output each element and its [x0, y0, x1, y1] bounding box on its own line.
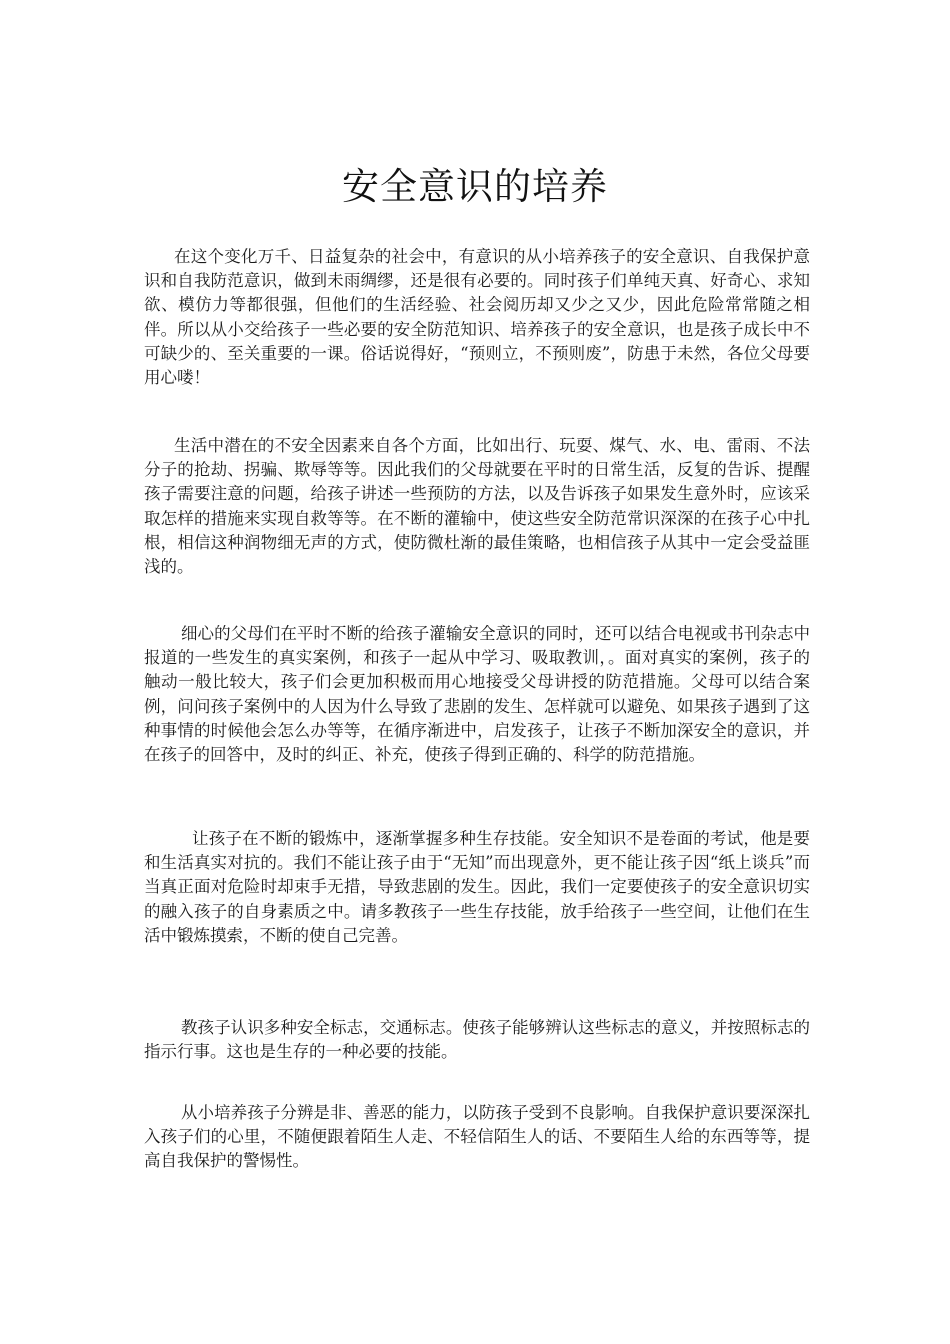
- paragraph-safety-signs: 教孩子认识多种安全标志，交通标志。使孩子能够辨认这些标志的意义，并按照标志的指示行事。这也是生存的一种必要的技能。: [144, 1018, 810, 1062]
- document-title: 安全意识的培养: [342, 165, 608, 208]
- paragraph-survival-skills: 让孩子在不断的锻炼中，逐渐掌握多种生存技能。安全知识不是卷面的考试，他是要和生活真实对抗的。我们不能让孩子由于“无知”而出现意外，更不能让孩子因“纸上谈兵”而当真正面对危险时却束手无措，导致悲剧的发生。因此，我们一定要使孩子的安全意识切实的融入孩子的自身素质之中。请多教孩子一些生存技能，放手给孩子一些空间，让他们在生活中锻炼摸索，不断的使自己完善。: [144, 829, 810, 945]
- paragraph-real-cases: 细心的父母们在平时不断的给孩子灌输安全意识的同时，还可以结合电视或书刊杂志中报道的一些发生的真实案例，和孩子一起从中学习、吸取教训，。面对真实的案例，孩子的触动一般比较大，孩子们会更加积极而用心地接受父母讲授的防范措施。父母可以结合案例，问问孩子案例中的人因为什么导致了悲剧的发生、怎样就可以避免、如果孩子遇到了这种事情的时候他会怎么办等等，在循序渐进中，启发孩子，让孩子不断加深安全的意识，并在孩子的回答中，及时的纠正、补充，使孩子得到正确的、科学的防范措施。: [144, 624, 810, 765]
- paragraph-daily-life: 生活中潜在的不安全因素来自各个方面，比如出行、玩耍、煤气、水、电、雷雨、不法分子的抢劫、拐骗、欺辱等等。因此我们的父母就要在平时的日常生活，反复的告诉、提醒孩子需要注意的问题，给孩子讲述一些预防的方法，以及告诉孩子如果发生意外时，应该采取怎样的措施来实现自救等等。在不断的灌输中，使这些安全防范常识深深的在孩子心中扎根，相信这种润物细无声的方式，使防微杜渐的最佳策略，也相信孩子从其中一定会受益匪浅的。: [144, 436, 810, 577]
- paragraph-intro: 在这个变化万千、日益复杂的社会中，有意识的从小培养孩子的安全意识、自我保护意识和自我防范意识，做到未雨绸缪，还是很有必要的。同时孩子们单纯天真、好奇心、求知欲、模仿力等都很强，但他们的生活经验、社会阅历却又少之又少，因此危险常常随之相伴。所以从小交给孩子一些必要的安全防范知识、培养孩子的安全意识，也是孩子成长中不可缺少的、至关重要的一课。俗话说得好，“预则立，不预则废”，防患于未然，各位父母要用心喽！: [144, 247, 810, 388]
- paragraph-self-protection: 从小培养孩子分辨是非、善恶的能力，以防孩子受到不良影响。自我保护意识要深深扎入孩子们的心里，不随便跟着陌生人走、不轻信陌生人的话、不要陌生人给的东西等等，提高自我保护的警惕性。: [144, 1103, 810, 1171]
